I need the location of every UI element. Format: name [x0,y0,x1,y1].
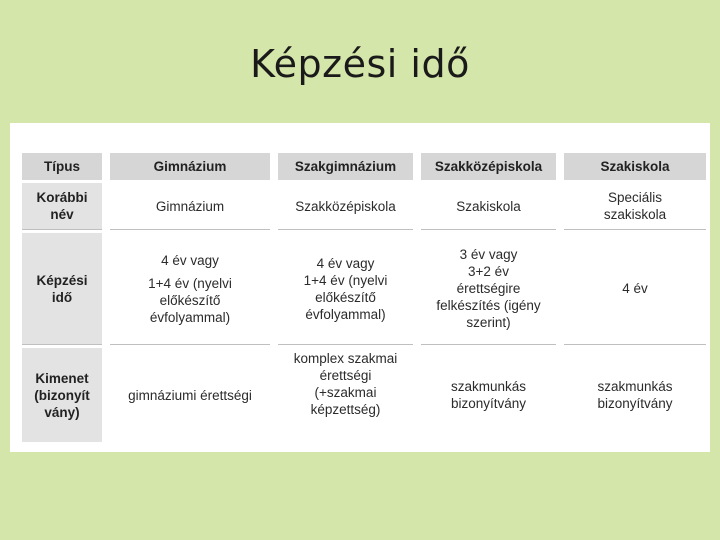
column-gap [556,233,564,345]
cell-text-line: vány) [44,404,80,420]
column-gap [102,233,110,345]
table-cell [110,183,270,230]
cell-text-line: évfolyammal) [149,309,231,325]
column-gap [270,233,278,345]
column-gap [556,183,564,230]
cell-text-line: felkészítés (igény [436,298,541,313]
column-gap [102,348,110,442]
cell-text-line: bizonyítvány [597,396,673,411]
cell-text-line: komplex szakmai [293,351,398,366]
cell-text-line: Szakiskola [456,198,521,214]
column-header: Gimnázium [110,153,270,180]
column-gap [102,153,110,180]
slide-title: Képzési idő [250,42,470,86]
cell-text-line: 4 év vagy [316,255,375,271]
cell-text-line: (+szakmai [314,385,377,400]
table-cell [421,348,556,442]
cell-text-line: képzettség) [310,402,381,417]
cell-text-line: szakiskola [603,207,667,222]
cell-text-line: Kimenet [35,370,89,386]
cell-text-line: Speciális [607,190,663,205]
column-header: Szakközépiskola [421,153,556,180]
cell-text-line: előkészítő [159,292,221,308]
cell-text-line: 1+4 év (nyelvi [303,272,388,288]
column-gap [413,233,421,345]
row-header [22,183,102,230]
cell-text-line: bizonyítvány [450,396,527,411]
cell-text-line: 3+2 év [468,264,509,279]
cell-text-line: 4 év [622,281,648,296]
column-gap [556,348,564,442]
table-grid [22,153,706,442]
school-types-table [10,123,710,452]
table-cell [564,348,706,442]
cell-text-line: Szakközépiskola [295,198,396,214]
table-cell [110,348,270,442]
cell-text-line: évfolyammal) [305,306,386,322]
cell-text-line: idő [51,289,73,305]
table-cell [278,233,413,345]
column-gap [556,153,564,180]
cell-text-line: érettségire [456,281,521,296]
cell-text-line: Gimnázium [155,198,225,214]
column-gap [270,348,278,442]
cell-text-line: szerint) [466,315,511,330]
column-gap [413,153,421,180]
row-header [22,233,102,345]
cell-text-line: szakmunkás [450,379,526,394]
column-gap [413,183,421,230]
table-cell [564,183,706,230]
cell-text-line: 4 év vagy [161,252,219,268]
row-header [22,348,102,442]
column-gap [102,183,110,230]
cell-text-line: érettségi [319,368,372,383]
cell-text-line: 3 év vagy [459,247,518,262]
cell-text-line: Képzési [36,272,88,288]
cell-text-line: szakmunkás [597,379,673,394]
cell-text-line: név [50,207,74,222]
cell-text-line: (bizonyít [34,387,90,403]
table-cell [564,233,706,345]
column-header: Típus [22,153,102,180]
table-cell [278,183,413,230]
column-gap [270,153,278,180]
cell-text-line: Korábbi [36,190,88,205]
cell-text-line: 1+4 év (nyelvi [148,275,232,291]
column-header: Szakiskola [564,153,706,180]
table-cell [110,233,270,345]
column-gap [413,348,421,442]
table-cell [278,348,413,442]
cell-text-line: előkészítő [315,289,376,305]
table-cell [421,233,556,345]
column-header: Szakgimnázium [278,153,413,180]
cell-text-line: gimnáziumi érettségi [128,387,252,403]
column-gap [270,183,278,230]
table-cell [421,183,556,230]
